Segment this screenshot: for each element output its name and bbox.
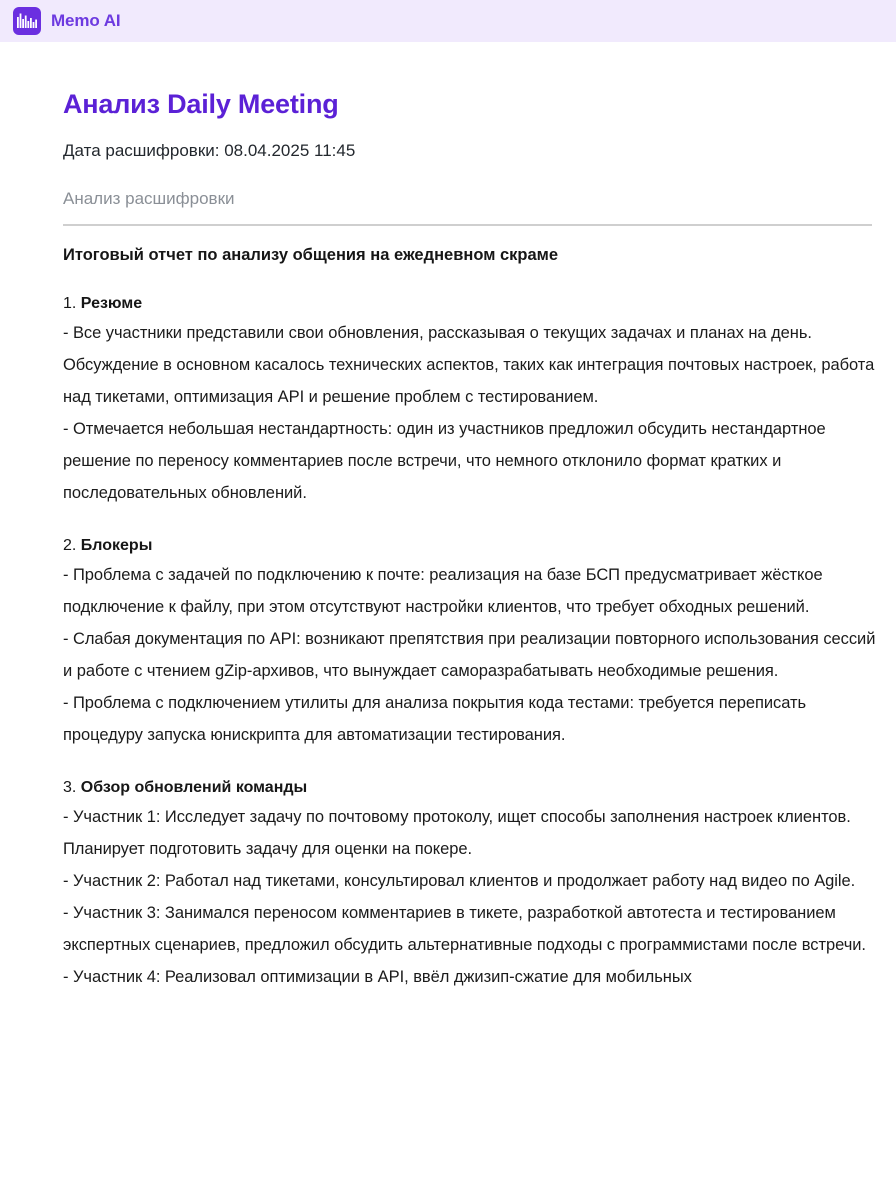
section-paragraph: - Отмечается небольшая нестандартность: один из участников предложил обсудить нестандартное решение по переносу комментариев после встречи, что немного отклонило формат кратких и последовательных обновлений.: [63, 419, 826, 502]
section-number: 2.: [63, 536, 77, 554]
section-number: 1.: [63, 294, 77, 312]
section-paragraph: - Проблема с подключением утилиты для анализа покрытия кода тестами: требуется переписать процедуру запуска юнискрипта для автоматизации тестирования.: [63, 694, 807, 745]
section-title: [63, 534, 883, 557]
transcription-date: Дата расшифровки: 08.04.2025 11:45: [63, 141, 356, 161]
section-name: Блокеры: [80, 536, 153, 554]
section-paragraph: - Участник 1: Исследует задачу по почтовому протоколу, ищет способы заполнения настроек клиентов. Планирует подготовить задачу для оценки на покере.: [63, 808, 851, 859]
report-heading: Итоговый отчет по анализу общения на ежедневном скраме: [63, 245, 559, 264]
analysis-report: [63, 244, 883, 994]
app-header-bar: [0, 0, 896, 42]
section-paragraph: - Участник 3: Занимался переносом комментариев в тикете, разработкой автотеста и тестированием экспертных сценариев, предложил обсудить альтернативные подходы с программистами после встречи.: [63, 904, 866, 955]
report-section: [63, 776, 883, 993]
audio-waveform-bars-icon: [13, 7, 41, 35]
page-title: Анализ Daily Meeting: [63, 89, 339, 119]
section-divider: [63, 224, 872, 226]
section-title: [63, 776, 883, 799]
section-number: 3.: [63, 779, 77, 797]
report-section: [63, 292, 883, 509]
section-title: [63, 292, 883, 315]
brand-logo-link[interactable]: [13, 7, 121, 35]
section-name: Резюме: [80, 294, 143, 312]
document-page: [0, 42, 896, 993]
brand-name-label: Memo AI: [51, 11, 121, 30]
section-paragraph: - Слабая документация по API: возникают препятствия при реализации повторного использования сессий и работе с чтением gZip-архивов, что вынуждает саморазрабатывать необходимые решения.: [63, 630, 876, 681]
section-name: Обзор обновлений команды: [80, 779, 308, 797]
section-label-analysis: Анализ расшифровки: [63, 189, 235, 209]
section-paragraph: - Участник 4: Реализовал оптимизации в API, ввёл джизип-сжатие для мобильных: [63, 968, 692, 987]
section-paragraph: - Все участники представили свои обновления, рассказывая о текущих задачах и планах на день. Обсуждение в основном касалось технических аспектов, таких как интеграция почтовых настроек, работа над тикетами, оптимизация API и решение проблем с тестированием.: [63, 323, 875, 406]
report-section: [63, 534, 883, 751]
section-paragraph: - Проблема с задачей по подключению к почте: реализация на базе БСП предусматривает жёсткое подключение к файлу, при этом отсутствуют настройки клиентов, что требует обходных решений.: [63, 566, 823, 617]
section-paragraph: - Участник 2: Работал над тикетами, консультировал клиентов и продолжает работу над видео по Agile.: [63, 872, 856, 891]
